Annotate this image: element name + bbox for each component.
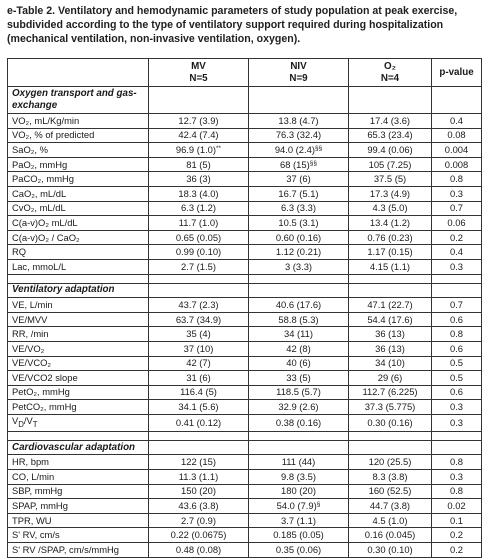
cell-o2-value: 37.3 (5.775) (364, 401, 416, 413)
row-label: PaCO₂, mmHg (8, 172, 149, 187)
cell-mv-value: 12.7 (3.9) (178, 114, 219, 126)
row-label: VE/VCO2 slope (8, 371, 149, 386)
cell-niv (249, 157, 349, 172)
cell-niv (249, 114, 349, 129)
cell-niv-value: 54.0 (7.9) (276, 499, 317, 511)
table-row (8, 201, 482, 216)
table-row (8, 484, 482, 499)
cell-o2 (349, 298, 432, 313)
section-empty-cell (349, 283, 432, 298)
cell-niv-value: 0.185 (0.05) (273, 529, 324, 541)
cell-mv-value: 2.7 (0.9) (181, 514, 216, 526)
section-empty-cell (149, 87, 249, 114)
row-label: CO, L/min (8, 469, 149, 484)
cell-niv-value: 32.9 (2.6) (278, 401, 319, 413)
table-row (8, 259, 482, 274)
cell-pvalue: 0.008 (432, 157, 482, 172)
section-empty-cell (432, 87, 482, 114)
cell-niv-value: 0.38 (0.16) (275, 416, 322, 428)
cell-mv (149, 385, 249, 400)
spacer-row (8, 431, 482, 440)
table-row (8, 157, 482, 172)
cell-mv (149, 469, 249, 484)
cell-mv (149, 186, 249, 201)
row-label: VE/VO₂ (8, 341, 149, 356)
cell-mv (149, 513, 249, 528)
cell-niv-value: 10.5 (3.1) (278, 216, 319, 228)
cell-pvalue: 0.2 (432, 542, 482, 557)
cell-niv (249, 216, 349, 231)
cell-mv (149, 542, 249, 557)
row-label: $V_D/V_T$ (8, 414, 149, 431)
cell-niv (249, 499, 349, 514)
row-label: S' RV, cm/s (8, 528, 149, 543)
cell-niv-value: 16.7 (5.1) (278, 187, 319, 199)
cell-o2-value: 65.3 (23.4) (367, 129, 413, 141)
cell-o2 (349, 172, 432, 187)
cell-mv (149, 484, 249, 499)
section-empty-cell (149, 283, 249, 298)
cell-niv (249, 385, 349, 400)
cell-o2-value: 36 (13) (375, 328, 405, 340)
row-label: VO₂, mL/Kg/min (8, 114, 149, 129)
section-empty-cell (249, 440, 349, 455)
cell-o2-value: 1.17 (0.15) (367, 246, 413, 258)
cell-o2-value: 0.30 (0.10) (367, 543, 413, 555)
row-label: PetCO₂, mmHg (8, 400, 149, 415)
cell-niv-value: 42 (8) (286, 342, 311, 354)
cell-niv-value: 58.8 (5.3) (278, 313, 319, 325)
header-o2-n: N=4 (380, 72, 400, 84)
cell-pvalue: 0.8 (432, 455, 482, 470)
cell-niv (249, 356, 349, 371)
cell-o2 (349, 259, 432, 274)
cell-mv-value: 122 (15) (181, 456, 216, 468)
cell-pvalue: 0.8 (432, 172, 482, 187)
table-row (8, 499, 482, 514)
spacer-cell (249, 274, 349, 283)
cell-niv-value: 34 (11) (283, 328, 313, 340)
row-label: Lac, mmoL/L (8, 259, 149, 274)
cell-niv (249, 513, 349, 528)
table-row (8, 542, 482, 557)
cell-o2 (349, 230, 432, 245)
cell-mv-value: 116.4 (5) (180, 386, 217, 398)
cell-mv (149, 230, 249, 245)
cell-niv-value: 118.5 (5.7) (276, 386, 321, 398)
header-pvalue: p-value (432, 59, 482, 87)
cell-niv (249, 469, 349, 484)
cell-niv (249, 128, 349, 143)
cell-o2 (349, 414, 432, 431)
results-table (7, 58, 482, 558)
table-row (8, 186, 482, 201)
cell-mv-value: 18.3 (4.0) (178, 187, 219, 199)
section-header-row (8, 87, 482, 114)
table-row (8, 128, 482, 143)
cell-pvalue: 0.7 (432, 298, 482, 313)
cell-o2-value: 120 (25.5) (368, 456, 412, 468)
spacer-cell (8, 431, 149, 440)
table-row (8, 298, 482, 313)
header-niv-label: NIV (290, 60, 307, 72)
header-mv-n: N=5 (189, 72, 208, 84)
cell-o2-value: 0.30 (0.16) (367, 416, 413, 428)
cell-mv-value: 0.99 (0.10) (175, 246, 222, 258)
cell-mv-value: 31 (6) (186, 371, 211, 383)
row-label: SBP, mmHg (8, 484, 149, 499)
cell-o2 (349, 327, 432, 342)
cell-niv (249, 259, 349, 274)
cell-o2-value: 29 (6) (377, 371, 403, 383)
cell-o2-value: 0.16 (0.045) (364, 529, 416, 541)
cell-niv (249, 542, 349, 557)
cell-o2-value: 17.4 (3.6) (369, 114, 411, 126)
cell-pvalue: 0.4 (432, 245, 482, 260)
table-row (8, 455, 482, 470)
row-label: VE/MVV (8, 312, 149, 327)
cell-niv (249, 327, 349, 342)
cell-pvalue: 0.7 (432, 201, 482, 216)
cell-niv-value: 13.8 (4.7) (278, 114, 319, 126)
cell-pvalue: 0.3 (432, 469, 482, 484)
section-title: Cardiovascular adaptation (8, 440, 149, 455)
cell-o2 (349, 157, 432, 172)
row-label: S' RV /SPAP, cm/s/mmHg (8, 542, 149, 557)
cell-mv (149, 128, 249, 143)
section-title: Ventilatory adaptation (8, 283, 149, 298)
section-empty-cell (249, 87, 349, 114)
cell-niv (249, 230, 349, 245)
cell-mv-value: 36 (3) (186, 173, 211, 185)
section-empty-cell (149, 440, 249, 455)
cell-o2 (349, 513, 432, 528)
cell-niv-value: 9.8 (3.5) (281, 470, 316, 482)
table-row (8, 400, 482, 415)
section-header-row (8, 440, 482, 455)
cell-niv-value: 68 (15) (280, 158, 310, 170)
cell-mv (149, 259, 249, 274)
cell-o2 (349, 201, 432, 216)
cell-pvalue: 0.3 (432, 259, 482, 274)
cell-niv-value: 40 (6) (286, 357, 311, 369)
cell-niv (249, 341, 349, 356)
cell-o2 (349, 400, 432, 415)
cell-o2 (349, 128, 432, 143)
cell-o2 (349, 356, 432, 371)
significance-marker: ** (216, 144, 222, 152)
row-label: PetO₂, mmHg (8, 385, 149, 400)
cell-niv-value: 94.0 (2.4) (274, 143, 315, 155)
row-label: VE, L/min (8, 298, 149, 313)
cell-mv-value: 42 (7) (186, 357, 211, 369)
cell-pvalue: 0.4 (432, 114, 482, 129)
cell-o2 (349, 186, 432, 201)
row-label: SaO₂, % (8, 143, 149, 158)
header-mv-label: MV (191, 60, 206, 72)
cell-niv-value: 40.6 (17.6) (275, 298, 322, 310)
row-label: SPAP, mmHg (8, 499, 149, 514)
cell-niv-value: 3.7 (1.1) (281, 514, 316, 526)
header-empty-cell (8, 59, 149, 87)
section-title: Oxygen transport and gas-exchange (8, 87, 149, 114)
table-row (8, 216, 482, 231)
cell-niv (249, 298, 349, 313)
cell-niv-value: 3 (3.3) (284, 260, 313, 272)
spacer-row (8, 274, 482, 283)
cell-mv (149, 327, 249, 342)
cell-mv-value: 0.65 (0.05) (175, 231, 222, 243)
row-label: VO₂, % of predicted (8, 128, 149, 143)
significance-marker: §§ (314, 144, 323, 152)
cell-mv (149, 371, 249, 386)
significance-marker: § (316, 500, 321, 508)
cell-pvalue: 0.6 (432, 341, 482, 356)
cell-o2-value: 0.76 (0.23) (367, 231, 413, 243)
cell-mv (149, 245, 249, 260)
cell-niv (249, 201, 349, 216)
cell-o2-value: 13.4 (1.2) (369, 216, 411, 228)
cell-mv (149, 455, 249, 470)
cell-niv (249, 371, 349, 386)
cell-o2-value: 99.4 (0.06) (367, 143, 413, 155)
row-label: CvO₂, mL/dL (8, 201, 149, 216)
cell-pvalue: 0.3 (432, 400, 482, 415)
cell-mv (149, 298, 249, 313)
cell-o2-value: 105 (7.25) (368, 158, 412, 170)
cell-pvalue: 0.5 (432, 371, 482, 386)
cell-mv-value: 150 (20) (181, 485, 216, 497)
cell-mv-value: 0.48 (0.08) (175, 543, 222, 555)
cell-o2-value: 54.4 (17.6) (367, 313, 413, 325)
cell-mv-value: 35 (4) (186, 328, 211, 340)
cell-niv-value: 76.3 (32.4) (275, 129, 322, 141)
row-label: RQ (8, 245, 149, 260)
table-row (8, 385, 482, 400)
cell-mv (149, 216, 249, 231)
row-label: C(a-v)O₂ mL/dL (8, 216, 149, 231)
cell-niv (249, 484, 349, 499)
cell-mv-value: 81 (5) (186, 158, 211, 170)
table-row (8, 230, 482, 245)
header-o2 (349, 59, 432, 87)
cell-mv-value: 0.22 (0.0675) (170, 529, 227, 541)
cell-mv (149, 157, 249, 172)
table-row (8, 114, 482, 129)
table-row (8, 371, 482, 386)
cell-o2-value: 8.3 (3.8) (372, 470, 408, 482)
table-row (8, 143, 482, 158)
cell-o2 (349, 312, 432, 327)
cell-o2-value: 34 (10) (375, 357, 405, 369)
cell-niv (249, 143, 349, 158)
significance-marker: §§ (309, 159, 317, 167)
cell-o2-value: 17.3 (4.9) (369, 187, 411, 199)
spacer-cell (349, 431, 432, 440)
cell-o2-value: 4.5 (1.0) (372, 514, 408, 526)
cell-mv-value: 37 (10) (183, 342, 214, 354)
cell-mv-value: 0.41 (0.12) (175, 416, 222, 428)
cell-niv (249, 245, 349, 260)
cell-niv (249, 414, 349, 431)
spacer-cell (249, 431, 349, 440)
cell-niv-value: 37 (6) (286, 173, 311, 185)
cell-mv (149, 143, 249, 158)
cell-o2 (349, 245, 432, 260)
cell-o2 (349, 143, 432, 158)
cell-mv-value: 63.7 (34.9) (175, 313, 222, 325)
spacer-cell (432, 274, 482, 283)
table-row (8, 513, 482, 528)
cell-mv (149, 528, 249, 543)
spacer-cell (432, 431, 482, 440)
cell-mv-value: 11.7 (1.0) (178, 216, 219, 228)
cell-pvalue: 0.8 (432, 327, 482, 342)
cell-o2-value: 4.3 (5.0) (372, 202, 408, 214)
cell-niv-value: 6.3 (3.3) (281, 202, 316, 214)
table-body (8, 59, 482, 558)
cell-pvalue: 0.02 (432, 499, 482, 514)
table-row (8, 414, 482, 431)
cell-pvalue: 0.08 (432, 128, 482, 143)
row-label: PaO₂, mmHg (8, 157, 149, 172)
cell-pvalue: 0.6 (432, 312, 482, 327)
cell-pvalue: 0.1 (432, 513, 482, 528)
cell-pvalue: 0.3 (432, 186, 482, 201)
cell-o2 (349, 341, 432, 356)
cell-mv (149, 499, 249, 514)
header-mv (149, 59, 249, 87)
row-label: RR, /min (8, 327, 149, 342)
section-empty-cell (432, 440, 482, 455)
cell-niv (249, 455, 349, 470)
cell-mv (149, 201, 249, 216)
cell-o2 (349, 499, 432, 514)
cell-mv-value: 43.6 (3.8) (178, 499, 219, 511)
table-row (8, 469, 482, 484)
table-row (8, 341, 482, 356)
cell-mv (149, 172, 249, 187)
cell-pvalue: 0.06 (432, 216, 482, 231)
cell-mv (149, 400, 249, 415)
cell-pvalue: 0.6 (432, 385, 482, 400)
header-row (8, 59, 482, 87)
row-label: TPR, WU (8, 513, 149, 528)
cell-niv (249, 400, 349, 415)
cell-niv-value: 33 (5) (286, 371, 311, 383)
cell-o2 (349, 542, 432, 557)
section-empty-cell (349, 440, 432, 455)
cell-mv-value: 2.7 (1.5) (181, 260, 216, 272)
cell-o2 (349, 371, 432, 386)
cell-mv (149, 341, 249, 356)
cell-pvalue: 0.2 (432, 230, 482, 245)
spacer-cell (149, 274, 249, 283)
section-empty-cell (249, 283, 349, 298)
cell-mv (149, 356, 249, 371)
header-niv (249, 59, 349, 87)
spacer-cell (8, 274, 149, 283)
cell-o2 (349, 469, 432, 484)
cell-mv-value: 11.3 (1.1) (178, 470, 219, 482)
cell-mv (149, 312, 249, 327)
table-row (8, 528, 482, 543)
cell-o2 (349, 528, 432, 543)
row-label: VE/VCO₂ (8, 356, 149, 371)
cell-o2 (349, 484, 432, 499)
cell-o2 (349, 114, 432, 129)
cell-niv (249, 186, 349, 201)
table-row (8, 312, 482, 327)
table-row (8, 327, 482, 342)
cell-pvalue: 0.5 (432, 356, 482, 371)
cell-o2-value: 47.1 (22.7) (367, 298, 413, 310)
cell-pvalue: 0.2 (432, 528, 482, 543)
section-empty-cell (432, 283, 482, 298)
row-label: CaO₂, mL/dL (8, 186, 149, 201)
table-row (8, 245, 482, 260)
cell-mv-value: 43.7 (2.3) (178, 298, 219, 310)
cell-mv (149, 114, 249, 129)
cell-o2 (349, 216, 432, 231)
cell-mv-value: 34.1 (5.6) (178, 401, 219, 413)
cell-mv (149, 414, 249, 431)
table-row (8, 172, 482, 187)
spacer-cell (149, 431, 249, 440)
cell-niv-value: 0.35 (0.06) (275, 543, 322, 555)
cell-o2-value: 36 (13) (375, 342, 405, 354)
cell-pvalue: 0.004 (432, 143, 482, 158)
header-o2-label: O₂ (384, 60, 396, 72)
cell-mv-value: 96.9 (1.0) (175, 143, 217, 155)
spacer-cell (349, 274, 432, 283)
cell-o2-value: 112.7 (6.225) (362, 386, 418, 398)
section-empty-cell (349, 87, 432, 114)
cell-mv-value: 6.3 (1.2) (181, 202, 216, 214)
cell-mv-value: 42.4 (7.4) (178, 129, 219, 141)
table-row (8, 356, 482, 371)
cell-o2-value: 37.5 (5) (373, 173, 407, 185)
cell-o2 (349, 385, 432, 400)
cell-niv-value: 0.60 (0.16) (275, 231, 322, 243)
row-label: HR, bpm (8, 455, 149, 470)
cell-o2-value: 44.7 (3.8) (369, 499, 411, 511)
cell-niv (249, 312, 349, 327)
cell-pvalue: 0.3 (432, 414, 482, 431)
cell-o2-value: 4.15 (1.1) (369, 260, 411, 272)
cell-pvalue: 0.8 (432, 484, 482, 499)
cell-niv (249, 172, 349, 187)
section-header-row (8, 283, 482, 298)
cell-niv-value: 180 (20) (281, 485, 316, 497)
cell-niv-value: 111 (44) (281, 456, 316, 468)
row-label: C(a-v)O₂ / CaO₂ (8, 230, 149, 245)
cell-niv-value: 1.12 (0.21) (275, 246, 322, 258)
header-niv-n: N=9 (289, 72, 308, 84)
table-caption: e-Table 2. Ventilatory and hemodynamic parameters of study population at peak exercise, subdivided according to the type of ventilatory support required during hospitalization (mechanical ventilation, non-invasive ventilation, oxygen). (7, 5, 458, 45)
cell-o2-value: 160 (52.5) (368, 485, 412, 497)
cell-o2 (349, 455, 432, 470)
cell-niv (249, 528, 349, 543)
